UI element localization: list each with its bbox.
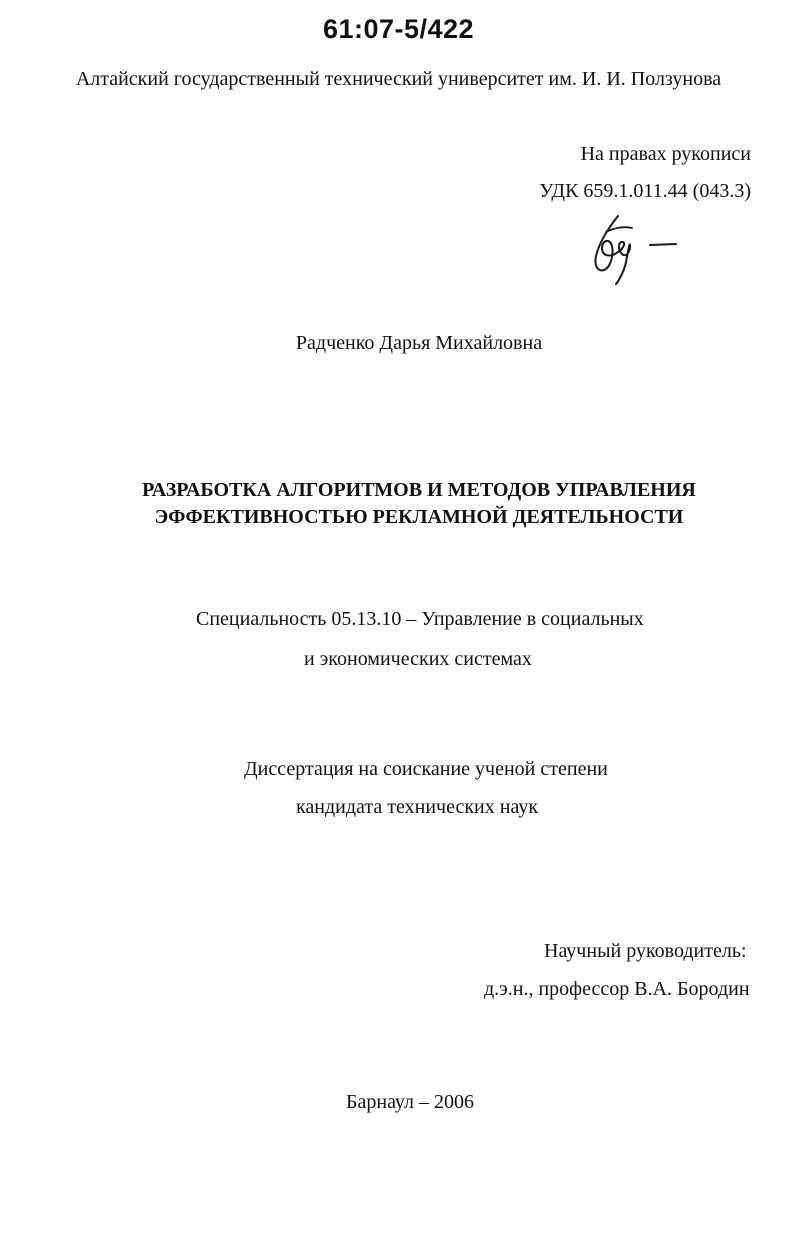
udk-code: УДК 659.1.011.44 (043.3) xyxy=(539,180,751,202)
manuscript-rights: На правах рукописи xyxy=(580,143,751,165)
supervisor-name: д.э.н., профессор В.А. Бородин xyxy=(484,978,750,1000)
thesis-title-line-2: ЭФФЕКТИВНОСТЬЮ РЕКЛАМНОЙ ДЕЯТЕЛЬНОСТИ xyxy=(154,506,684,528)
city-year: Барнаул – 2006 xyxy=(346,1091,475,1113)
specialty-line-2: и экономических системах xyxy=(304,648,532,670)
degree-line-1: Диссертация на соискание ученой степени xyxy=(244,758,608,780)
degree-line-2: кандидата технических наук xyxy=(296,796,539,818)
handwritten-signature xyxy=(588,212,684,286)
specialty-line-1: Специальность 05.13.10 – Управление в социальных xyxy=(196,608,644,630)
thesis-title xyxy=(0,477,797,531)
archive-stamp-code: 61:07-5/422 xyxy=(322,14,475,44)
thesis-title-line-1: РАЗРАБОТКА АЛГОРИТМОВ И МЕТОДОВ УПРАВЛЕНИЯ xyxy=(142,479,696,501)
supervisor-label: Научный руководитель: xyxy=(544,940,747,962)
university-name: Алтайский государственный технический университет им. И. И. Ползунова xyxy=(75,68,722,90)
author-name: Радченко Дарья Михайловна xyxy=(295,332,543,354)
